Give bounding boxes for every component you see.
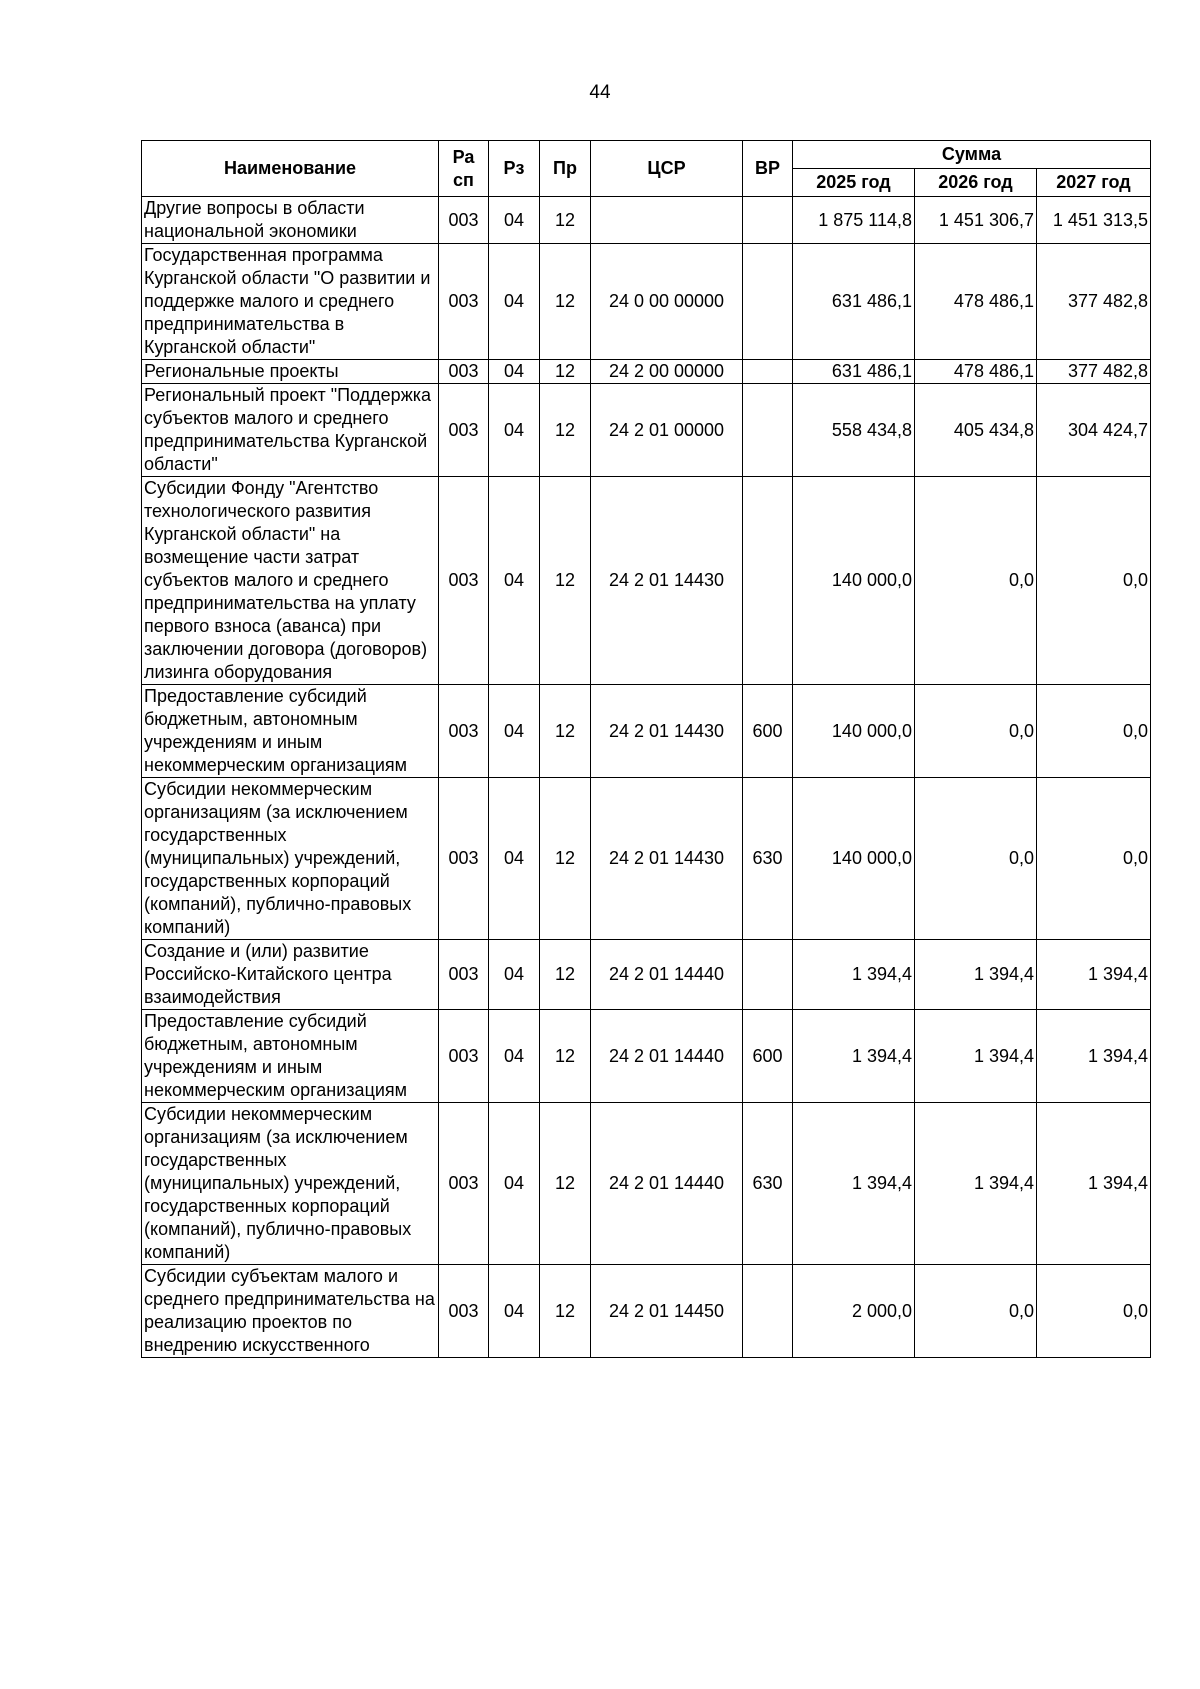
- cell-rz: 04: [489, 360, 540, 384]
- cell-vr: 600: [743, 1010, 793, 1103]
- header-csr: ЦСР: [591, 141, 743, 197]
- cell-rz: 04: [489, 477, 540, 685]
- cell-rasp: 003: [439, 1103, 489, 1265]
- cell-2026: 478 486,1: [915, 244, 1037, 360]
- cell-rz: 04: [489, 778, 540, 940]
- table-row: [142, 685, 1151, 778]
- cell-rz: 04: [489, 685, 540, 778]
- cell-csr: 24 2 01 14440: [591, 940, 743, 1010]
- header-year-2025: 2025 год: [793, 169, 915, 197]
- cell-csr: [591, 197, 743, 244]
- cell-2027: 0,0: [1037, 477, 1151, 685]
- table-row: [142, 1010, 1151, 1103]
- cell-2026: 1 394,4: [915, 1103, 1037, 1265]
- cell-vr: 630: [743, 1103, 793, 1265]
- header-year-2026: 2026 год: [915, 169, 1037, 197]
- cell-2025: 631 486,1: [793, 244, 915, 360]
- cell-csr: 24 2 01 14430: [591, 685, 743, 778]
- cell-pr: 12: [540, 778, 591, 940]
- cell-2025: 140 000,0: [793, 778, 915, 940]
- cell-2025: 1 394,4: [793, 1103, 915, 1265]
- cell-2025: 631 486,1: [793, 360, 915, 384]
- cell-vr: [743, 477, 793, 685]
- cell-vr: [743, 940, 793, 1010]
- table-body: [142, 197, 1151, 1358]
- cell-csr: 24 2 01 14430: [591, 477, 743, 685]
- cell-pr: 12: [540, 685, 591, 778]
- header-rasp: Ра сп: [439, 141, 489, 197]
- cell-rz: 04: [489, 1103, 540, 1265]
- cell-rasp: 003: [439, 360, 489, 384]
- cell-2026: 0,0: [915, 778, 1037, 940]
- cell-2025: 140 000,0: [793, 477, 915, 685]
- cell-rasp: 003: [439, 197, 489, 244]
- header-year-2027: 2027 год: [1037, 169, 1151, 197]
- cell-rasp: 003: [439, 1010, 489, 1103]
- cell-pr: 12: [540, 244, 591, 360]
- header-rz: Рз: [489, 141, 540, 197]
- cell-2027: 304 424,7: [1037, 384, 1151, 477]
- cell-2026: 1 394,4: [915, 940, 1037, 1010]
- cell-name: Субсидии Фонду "Агентство технологического развития Курганской области" на возмещение части затрат субъектов малого и среднего предпринимательства на уплату первого взноса (аванса) при заключении договора (договоров) лизинга оборудования: [142, 477, 439, 685]
- cell-2027: 1 394,4: [1037, 1103, 1151, 1265]
- cell-csr: 24 2 01 00000: [591, 384, 743, 477]
- cell-pr: 12: [540, 477, 591, 685]
- cell-2026: 0,0: [915, 477, 1037, 685]
- table-row: [142, 244, 1151, 360]
- cell-rasp: 003: [439, 244, 489, 360]
- cell-2025: 1 875 114,8: [793, 197, 915, 244]
- cell-rz: 04: [489, 940, 540, 1010]
- cell-vr: 600: [743, 685, 793, 778]
- cell-vr: 630: [743, 778, 793, 940]
- cell-name: Региональный проект "Поддержка субъектов малого и среднего предпринимательства Курганской области": [142, 384, 439, 477]
- cell-name: Государственная программа Курганской области "О развитии и поддержке малого и среднего предпринимательства в Курганской области": [142, 244, 439, 360]
- cell-rz: 04: [489, 1010, 540, 1103]
- table-row: [142, 778, 1151, 940]
- table-row: [142, 1265, 1151, 1358]
- cell-pr: 12: [540, 197, 591, 244]
- cell-name: Субсидии некоммерческим организациям (за исключением государственных (муниципальных) учреждений, государственных корпораций (компаний), публично-правовых компаний): [142, 1103, 439, 1265]
- cell-2026: 0,0: [915, 685, 1037, 778]
- cell-csr: 24 2 00 00000: [591, 360, 743, 384]
- cell-vr: [743, 244, 793, 360]
- cell-vr: [743, 197, 793, 244]
- cell-rasp: 003: [439, 384, 489, 477]
- table-row: [142, 1103, 1151, 1265]
- cell-rz: 04: [489, 197, 540, 244]
- cell-pr: 12: [540, 1265, 591, 1358]
- cell-2027: 0,0: [1037, 1265, 1151, 1358]
- cell-2027: 1 394,4: [1037, 1010, 1151, 1103]
- cell-2027: 0,0: [1037, 778, 1151, 940]
- header-name: Наименование: [142, 141, 439, 197]
- cell-2025: 1 394,4: [793, 940, 915, 1010]
- cell-csr: 24 2 01 14430: [591, 778, 743, 940]
- cell-name: Субсидии некоммерческим организациям (за исключением государственных (муниципальных) учреждений, государственных корпораций (компаний), публично-правовых компаний): [142, 778, 439, 940]
- cell-csr: 24 0 00 00000: [591, 244, 743, 360]
- cell-2027: 377 482,8: [1037, 360, 1151, 384]
- cell-rz: 04: [489, 384, 540, 477]
- cell-vr: [743, 360, 793, 384]
- table-row: [142, 360, 1151, 384]
- budget-table: [141, 140, 1151, 1358]
- cell-csr: 24 2 01 14440: [591, 1103, 743, 1265]
- cell-name: Субсидии субъектам малого и среднего предпринимательства на реализацию проектов по внедрению искусственного: [142, 1265, 439, 1358]
- cell-2026: 1 451 306,7: [915, 197, 1037, 244]
- cell-pr: 12: [540, 1103, 591, 1265]
- cell-rasp: 003: [439, 778, 489, 940]
- cell-name: Другие вопросы в области национальной экономики: [142, 197, 439, 244]
- cell-csr: 24 2 01 14450: [591, 1265, 743, 1358]
- cell-2026: 1 394,4: [915, 1010, 1037, 1103]
- table-row: [142, 477, 1151, 685]
- table-row: [142, 197, 1151, 244]
- header-vr: ВР: [743, 141, 793, 197]
- cell-name: Предоставление субсидий бюджетным, автономным учреждениям и иным некоммерческим организациям: [142, 1010, 439, 1103]
- cell-rz: 04: [489, 244, 540, 360]
- cell-rz: 04: [489, 1265, 540, 1358]
- cell-2025: 558 434,8: [793, 384, 915, 477]
- cell-pr: 12: [540, 1010, 591, 1103]
- cell-csr: 24 2 01 14440: [591, 1010, 743, 1103]
- cell-rasp: 003: [439, 940, 489, 1010]
- cell-2026: 405 434,8: [915, 384, 1037, 477]
- cell-2027: 377 482,8: [1037, 244, 1151, 360]
- header-row-1: [142, 141, 1151, 169]
- cell-name: Создание и (или) развитие Российско-Китайского центра взаимодействия: [142, 940, 439, 1010]
- cell-pr: 12: [540, 940, 591, 1010]
- cell-2025: 2 000,0: [793, 1265, 915, 1358]
- cell-2027: 1 394,4: [1037, 940, 1151, 1010]
- cell-2025: 140 000,0: [793, 685, 915, 778]
- cell-2027: 0,0: [1037, 685, 1151, 778]
- cell-2027: 1 451 313,5: [1037, 197, 1151, 244]
- cell-pr: 12: [540, 360, 591, 384]
- cell-name: Региональные проекты: [142, 360, 439, 384]
- cell-2025: 1 394,4: [793, 1010, 915, 1103]
- cell-rasp: 003: [439, 1265, 489, 1358]
- cell-2026: 478 486,1: [915, 360, 1037, 384]
- page-number: 44: [589, 82, 611, 103]
- cell-name: Предоставление субсидий бюджетным, автономным учреждениям и иным некоммерческим организациям: [142, 685, 439, 778]
- table-row: [142, 940, 1151, 1010]
- cell-rasp: 003: [439, 477, 489, 685]
- cell-vr: [743, 384, 793, 477]
- header-pr: Пр: [540, 141, 591, 197]
- cell-rasp: 003: [439, 685, 489, 778]
- table-row: [142, 384, 1151, 477]
- cell-2026: 0,0: [915, 1265, 1037, 1358]
- cell-pr: 12: [540, 384, 591, 477]
- cell-vr: [743, 1265, 793, 1358]
- header-sum: Сумма: [793, 141, 1151, 169]
